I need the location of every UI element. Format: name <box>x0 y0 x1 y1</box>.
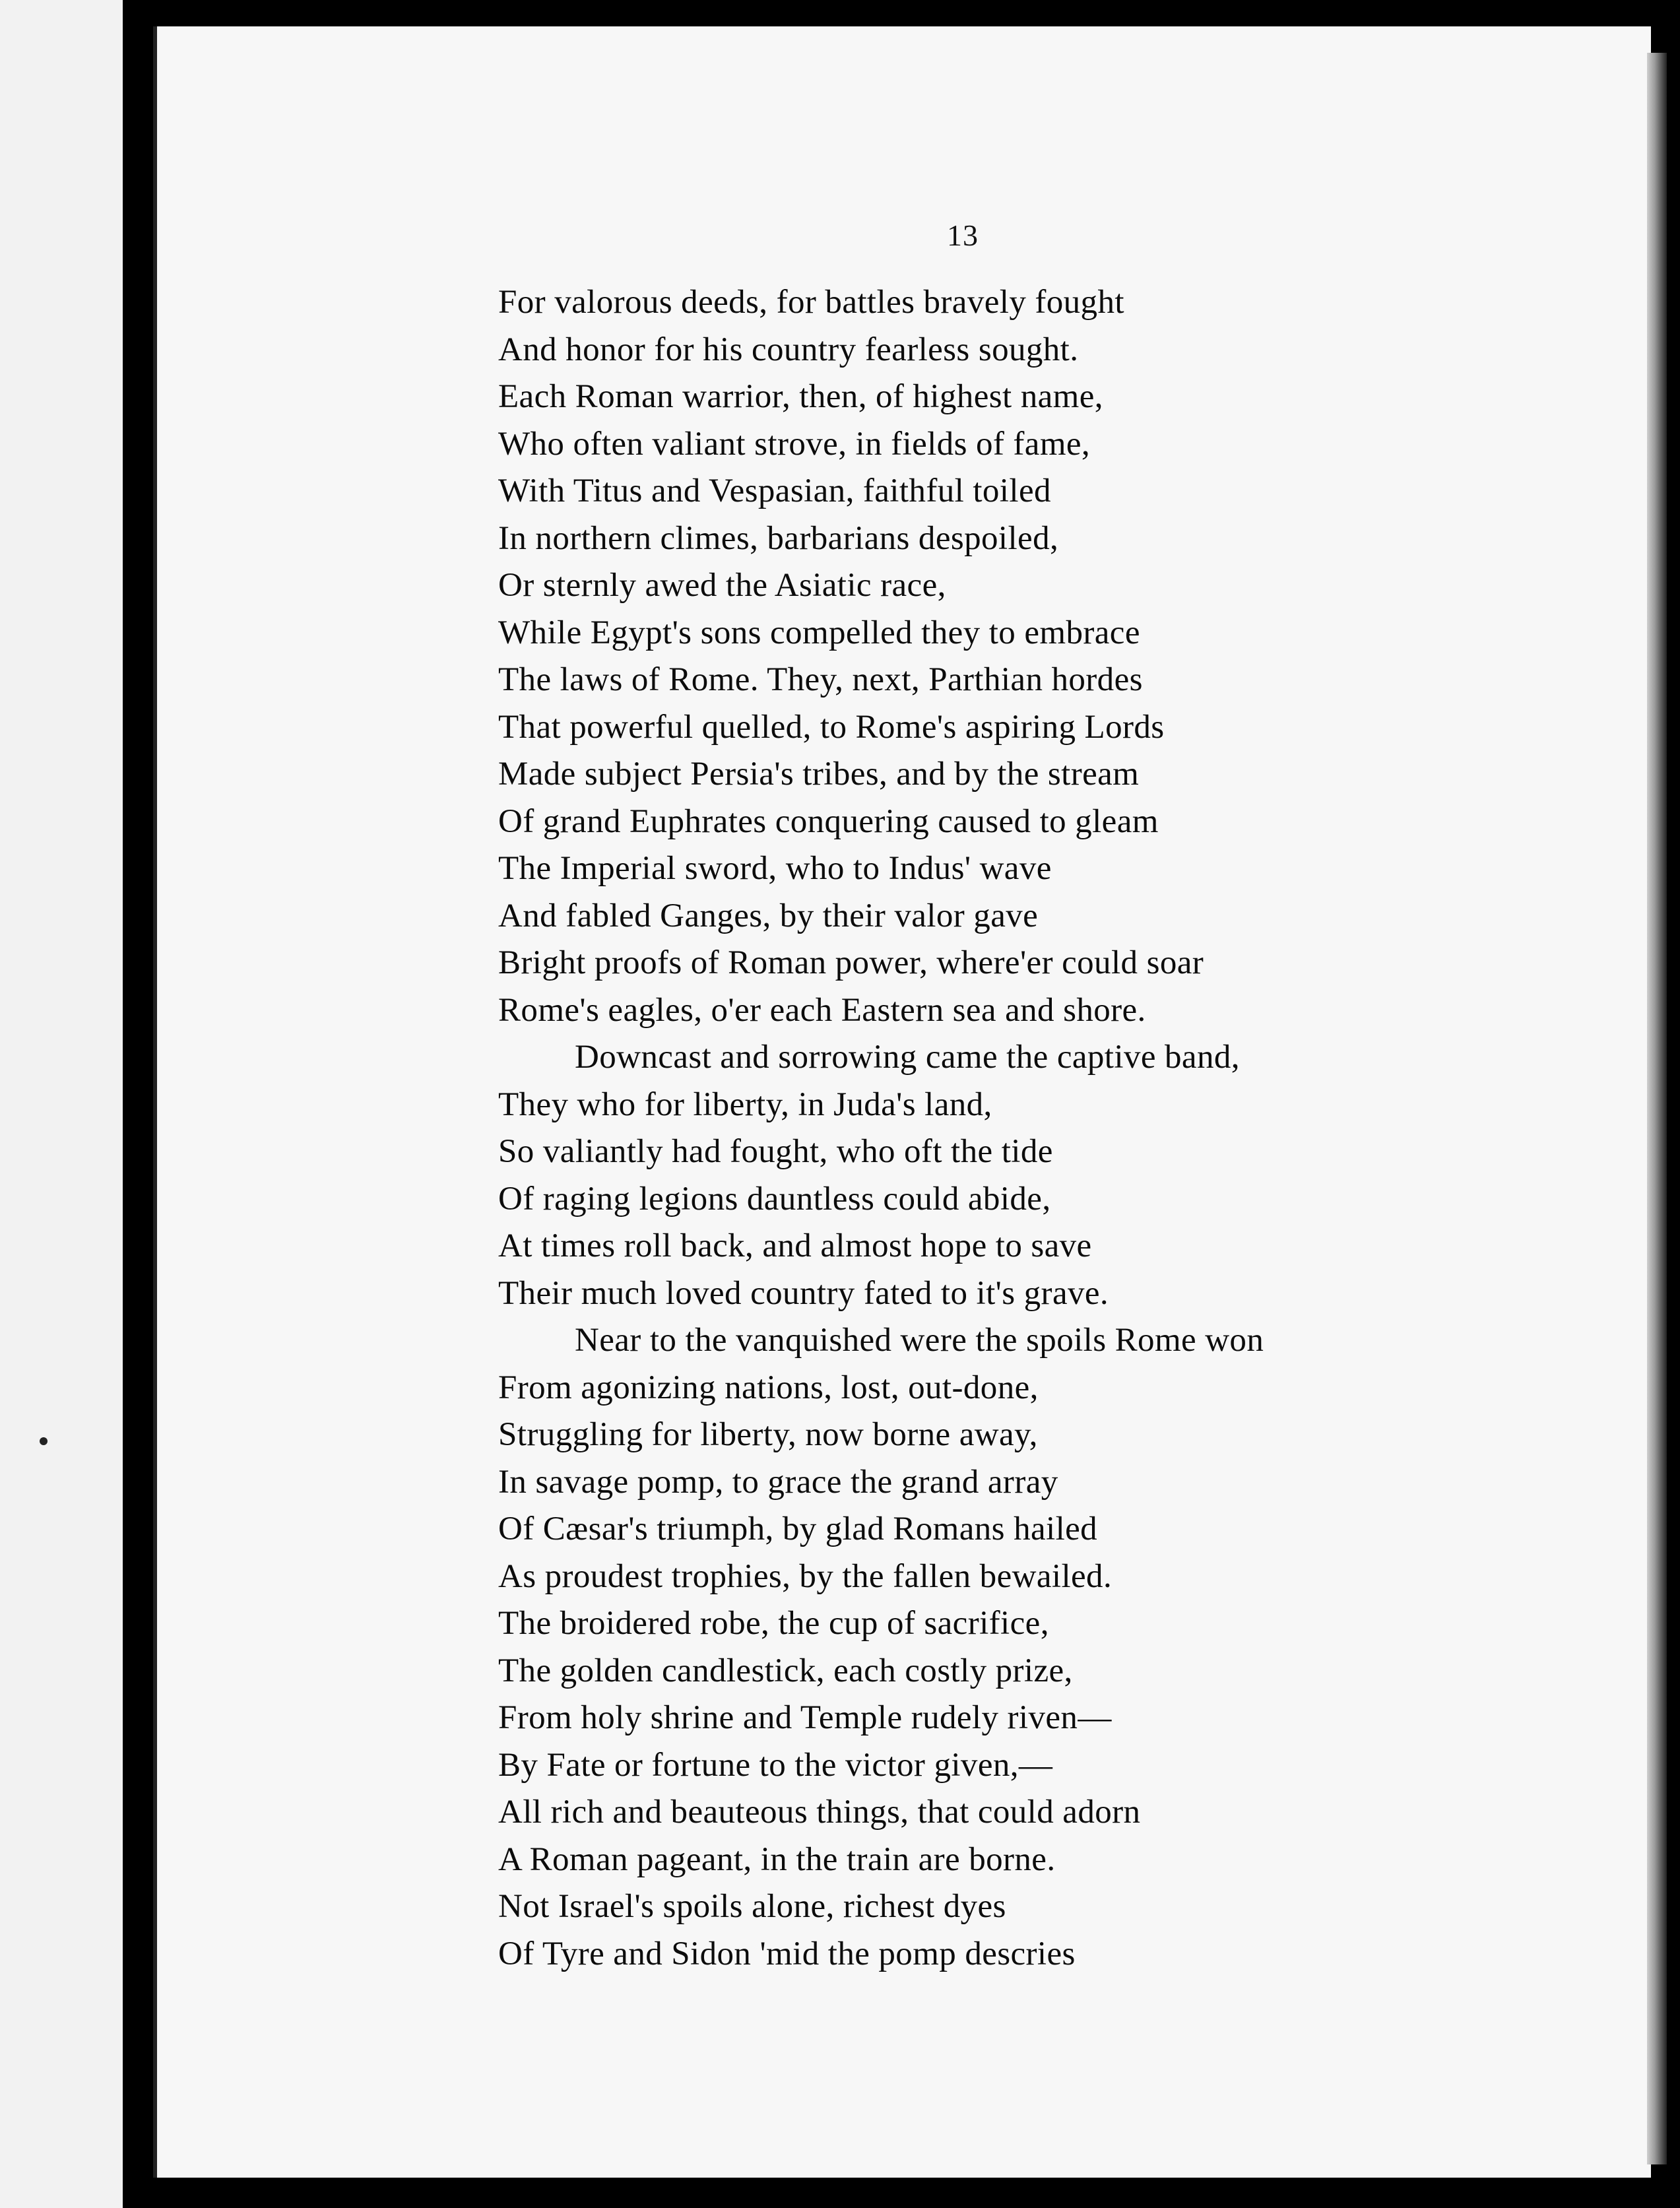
poem-line: Made subject Persia's tribes, and by the stream <box>498 756 1140 793</box>
poem-line: So valiantly had fought, who oft the tide <box>498 1133 1053 1170</box>
page-number: 13 <box>947 218 979 252</box>
poem-line: While Egypt's sons compelled they to embrace <box>498 614 1140 651</box>
poem-line: As proudest trophies, by the fallen bewailed. <box>498 1557 1113 1595</box>
poem-line: In savage pomp, to grace the grand array <box>498 1463 1058 1501</box>
page-edge-shadow <box>1647 53 1667 2164</box>
poem-line: The golden candlestick, each costly prize, <box>498 1652 1073 1689</box>
poem-line: That powerful quelled, to Rome's aspiring Lords <box>498 708 1165 746</box>
gutter-mark <box>40 1437 48 1445</box>
poem-line: Struggling for liberty, now borne away, <box>498 1416 1038 1453</box>
poem-line: Bright proofs of Roman power, where'er could soar <box>498 944 1204 981</box>
poem-line: At times roll back, and almost hope to save <box>498 1227 1092 1264</box>
poem-line: And honor for his country fearless sought. <box>498 331 1079 368</box>
poem-text <box>498 279 1528 1978</box>
poem-line: And fabled Ganges, by their valor gave <box>498 897 1039 934</box>
poem-line: Of Tyre and Sidon 'mid the pomp descries <box>498 1935 1076 1972</box>
poem-line: Of grand Euphrates conquering caused to gleam <box>498 802 1159 840</box>
poem-line: Their much loved country fated to it's grave. <box>498 1274 1109 1312</box>
poem-line-stanza-start: Downcast and sorrowing came the captive band, <box>575 1039 1240 1076</box>
poem-line: For valorous deeds, for battles bravely fought <box>498 284 1124 321</box>
poem-line: In northern climes, barbarians despoiled, <box>498 519 1059 557</box>
poem-line: Or sternly awed the Asiatic race, <box>498 567 946 604</box>
poem-line: Not Israel's spoils alone, richest dyes <box>498 1888 1006 1925</box>
poem-line: From holy shrine and Temple rudely riven— <box>498 1699 1112 1736</box>
poem-line: Each Roman warrior, then, of highest name, <box>498 378 1103 415</box>
poem-line: All rich and beauteous things, that could adorn <box>498 1794 1141 1831</box>
poem-line: With Titus and Vespasian, faithful toiled <box>498 472 1051 509</box>
facing-page-edge <box>0 0 127 2208</box>
poem-line: Who often valiant strove, in fields of fame, <box>498 425 1091 463</box>
poem-line: By Fate or fortune to the victor given,— <box>498 1746 1053 1784</box>
poem-line: The laws of Rome. They, next, Parthian hordes <box>498 661 1143 698</box>
poem-line: They who for liberty, in Juda's land, <box>498 1086 992 1123</box>
poem-line-stanza-start: Near to the vanquished were the spoils Rome won <box>575 1322 1264 1359</box>
poem-line: From agonizing nations, lost, out-done, <box>498 1369 1039 1406</box>
poem-line: The Imperial sword, who to Indus' wave <box>498 850 1052 887</box>
poem-line: A Roman pageant, in the train are borne. <box>498 1840 1056 1878</box>
poem-line: Of Cæsar's triumph, by glad Romans hailed <box>498 1510 1098 1547</box>
poem-line: The broidered robe, the cup of sacrifice, <box>498 1605 1049 1642</box>
poem-line: Rome's eagles, o'er each Eastern sea and shore. <box>498 991 1146 1029</box>
poem-line: Of raging legions dauntless could abide, <box>498 1180 1051 1218</box>
